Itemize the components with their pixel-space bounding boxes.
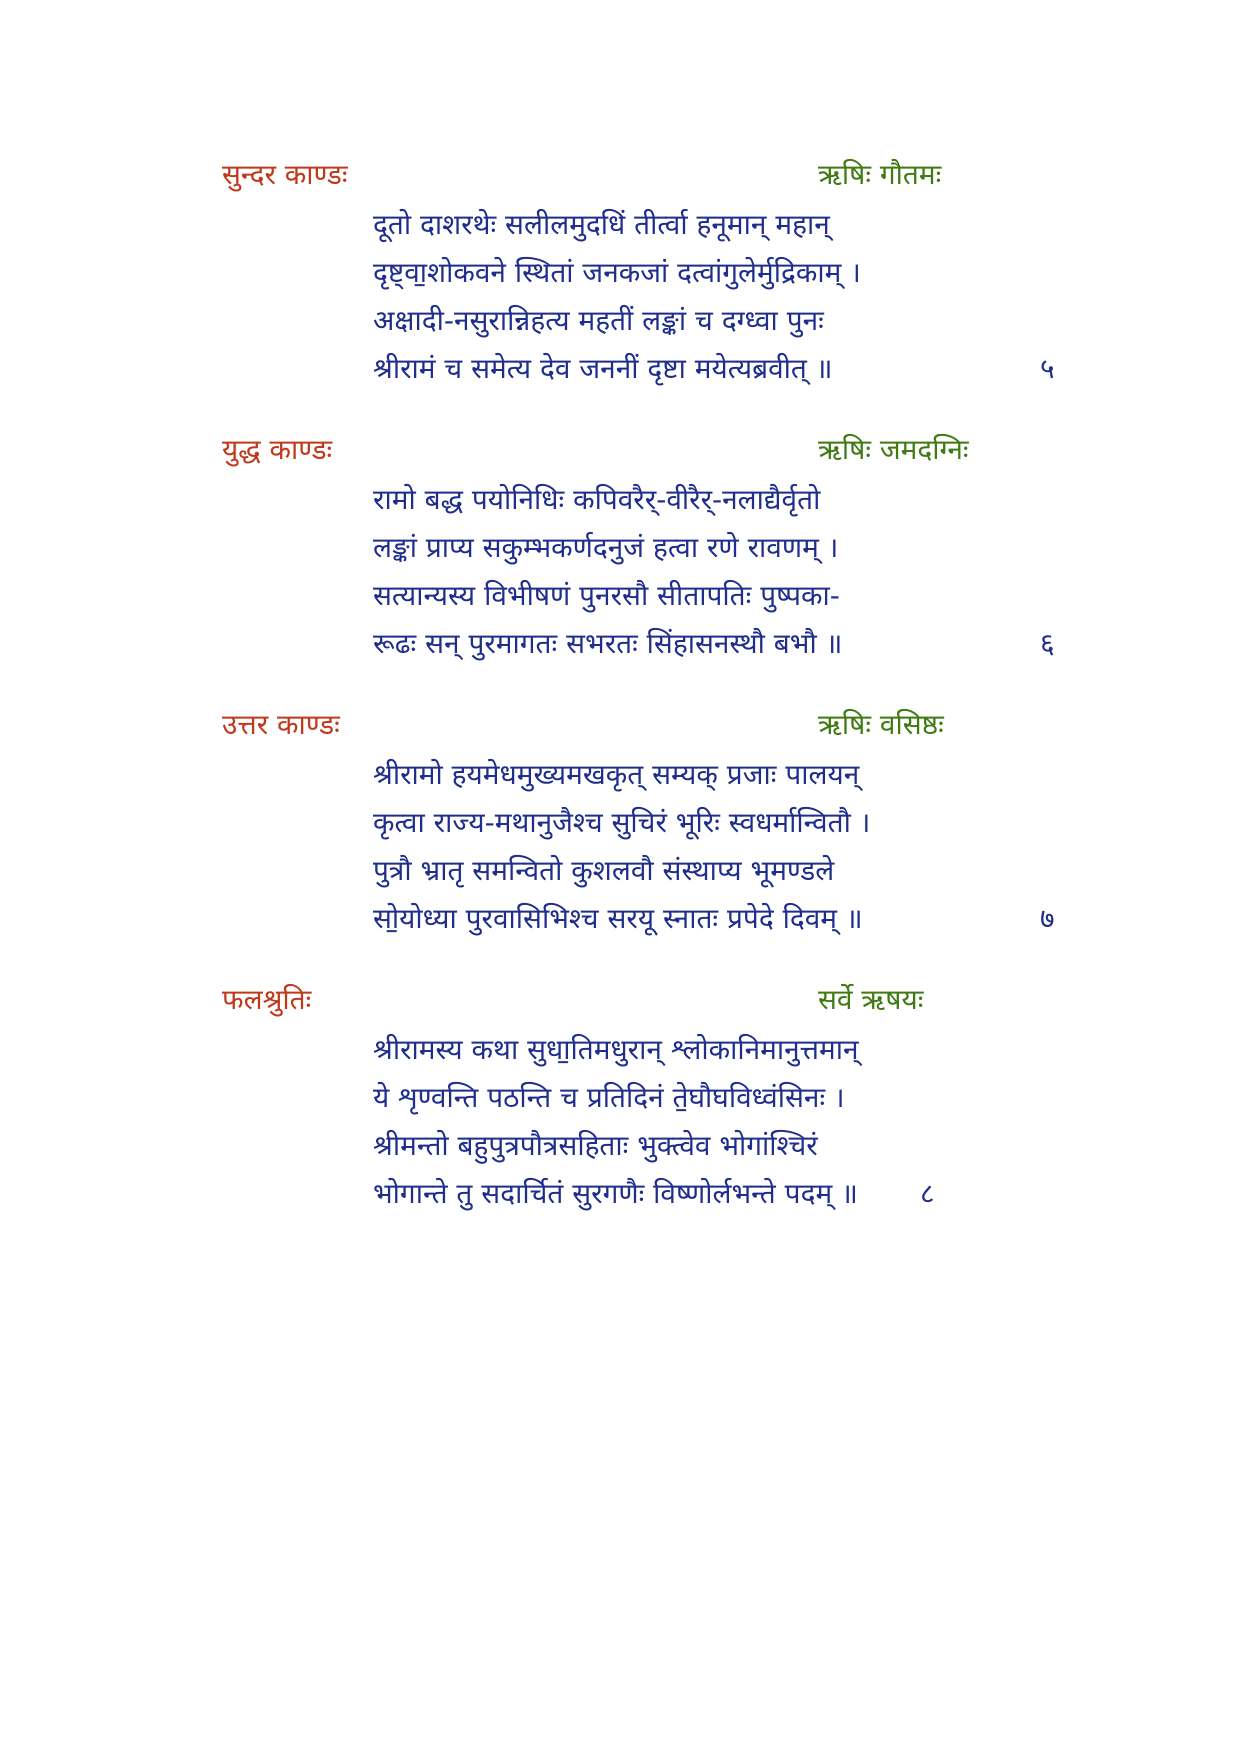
- verse-number: ७: [1040, 902, 1055, 935]
- rishi-name: ऋषिः गौतमः: [818, 158, 942, 191]
- verse-block: [373, 751, 870, 943]
- verse-block: [373, 476, 842, 668]
- verse-line: सत्यान्यस्य विभीषणं पुनरसौ सीतापतिः पुष्पका-: [373, 579, 840, 612]
- verse-line: श्रीरामस्य कथा सुधा॒तिमधुरान् श्लोकानिमानुत्तमान्: [373, 1033, 859, 1066]
- verse-line: दृष्ट्वा॒शोकवने स्थितां जनकजां दत्वांगुलेर्मुद्रिकाम् ।: [373, 256, 861, 289]
- verse-line: ये शृण्वन्ति पठन्ति च प्रतिदिनं ते॒घौघविध्वंसिनः ।: [373, 1081, 845, 1114]
- verse-line: श्रीरामो हयमेधमुख्यमखकृत् सम्यक् प्रजाः पालयन्: [373, 758, 860, 791]
- verse-block: [373, 1026, 859, 1218]
- verse-line: भोगान्ते तु सदार्चितं सुरगणैः विष्णोर्लभन्ते पदम् ॥: [373, 1177, 858, 1210]
- verse-number: ५: [1040, 352, 1055, 385]
- kanda-title: उत्तर काण्डः: [222, 708, 340, 741]
- verse-line: रामो बद्ध पयोनिधिः कपिवरैर्-वीरैर्-नलाद्यैर्वृतो: [373, 483, 821, 516]
- verse-line: श्रीरामं च समेत्य देव जननीं दृष्टा मयेत्यब्रवीत् ॥: [373, 352, 833, 385]
- verse-block: [373, 201, 861, 393]
- rishi-name: ऋषिः जमदग्निः: [818, 433, 969, 466]
- kanda-title: युद्ध काण्डः: [222, 433, 333, 466]
- verse-line: पुत्रौ भ्रातृ समन्वितो कुशलवौ संस्थाप्य भूमण्डले: [373, 854, 835, 887]
- kanda-title: सुन्दर काण्डः: [222, 158, 348, 191]
- rishi-name: ऋषिः वसिष्ठः: [818, 708, 944, 741]
- verse-line: लङ्कां प्राप्य सकुम्भकर्णदनुजं हत्वा रणे रावणम् ।: [373, 531, 839, 564]
- verse-line: रूढः सन् पुरमागतः सभरतः सिंहासनस्थौ बभौ ॥: [373, 627, 843, 660]
- verse-number: ६: [1040, 627, 1055, 660]
- kanda-title: फलश्रुतिः: [222, 983, 312, 1016]
- rishi-name: सर्वे ऋषयः: [818, 983, 924, 1016]
- verse-line: दूतो दाशरथेः सलीलमुदधिं तीर्त्वा हनूमान् महान्: [373, 208, 830, 241]
- verse-line: सो॒योध्या पुरवासिभिश्च सरयू स्नातः प्रपेदे दिवम् ॥: [373, 902, 863, 935]
- verse-number: ८: [920, 1177, 935, 1210]
- verse-line: श्रीमन्तो बहुपुत्रपौत्रसहिताः भुक्त्वेव भोगांश्चिरं: [373, 1129, 818, 1162]
- verse-line: अक्षादी-नसुरान्निहत्य महतीं लङ्कां च दग्ध्वा पुनः: [373, 304, 824, 337]
- verse-line: कृत्वा राज्य-मथानुजैश्च सुचिरं भूरिः स्वधर्मान्वितौ ।: [373, 806, 871, 839]
